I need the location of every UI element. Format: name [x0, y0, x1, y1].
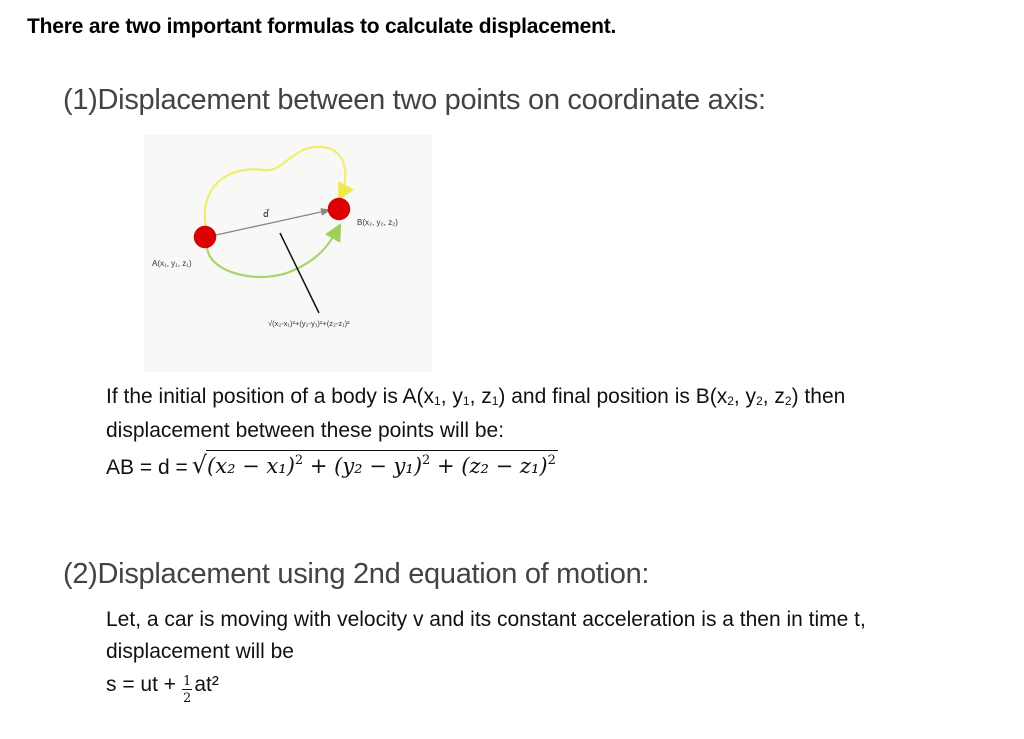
equation-rhs: at² [194, 673, 219, 696]
vector-label: d⃗ [263, 209, 269, 219]
paragraph-line-2: displacement will be [106, 640, 294, 663]
equation-lhs: AB = d = [106, 455, 188, 479]
equation-lhs: s = ut + [106, 673, 177, 696]
paragraph-line-1: If the initial position of a body is $A(x_1$, $y_1$, $z_1$) and final position is $B(x_2$, $y_2$, $z_2$) then [106, 385, 846, 408]
distance-formula-label: √(x₂-x₁)²+(y₂-y₁)²+(z₂-z₁)² [268, 319, 350, 328]
section-1-heading: (1)Displacement between two points on coordinate axis: [63, 84, 766, 116]
section-2-paragraph [106, 604, 866, 668]
paragraph-line-1: Let, a car is moving with velocity v and its constant acceleration is a then in time t, [106, 608, 866, 631]
distance-equation [106, 450, 558, 485]
point-a [194, 226, 216, 248]
square-root [192, 450, 558, 485]
paragraph-line-2: displacement between these points will be: [106, 419, 505, 442]
sqrt-icon: √ [191, 451, 208, 479]
intro-heading: There are two important formulas to calculate displacement. [27, 15, 617, 38]
lower-path [207, 227, 339, 277]
upper-path [205, 147, 346, 227]
point-b [328, 198, 350, 220]
fraction-one-half: $\frac{1}{2}$ [183, 674, 192, 706]
displacement-vector [216, 210, 330, 235]
displacement-diagram [144, 135, 432, 372]
radicand: $(x_2 - x_1)^2 + (y_2 - y_1)^2 + (z_2 - z_1)^2$ [206, 450, 558, 485]
section-1-paragraph [106, 381, 845, 447]
point-a-label: A(x₁, y₁, z₁) [152, 259, 192, 268]
motion-equation [106, 670, 219, 706]
section-2-heading: (2)Displacement using 2nd equation of motion: [63, 558, 650, 590]
point-b-label: B(x₂, y₂, z₂) [357, 218, 398, 227]
